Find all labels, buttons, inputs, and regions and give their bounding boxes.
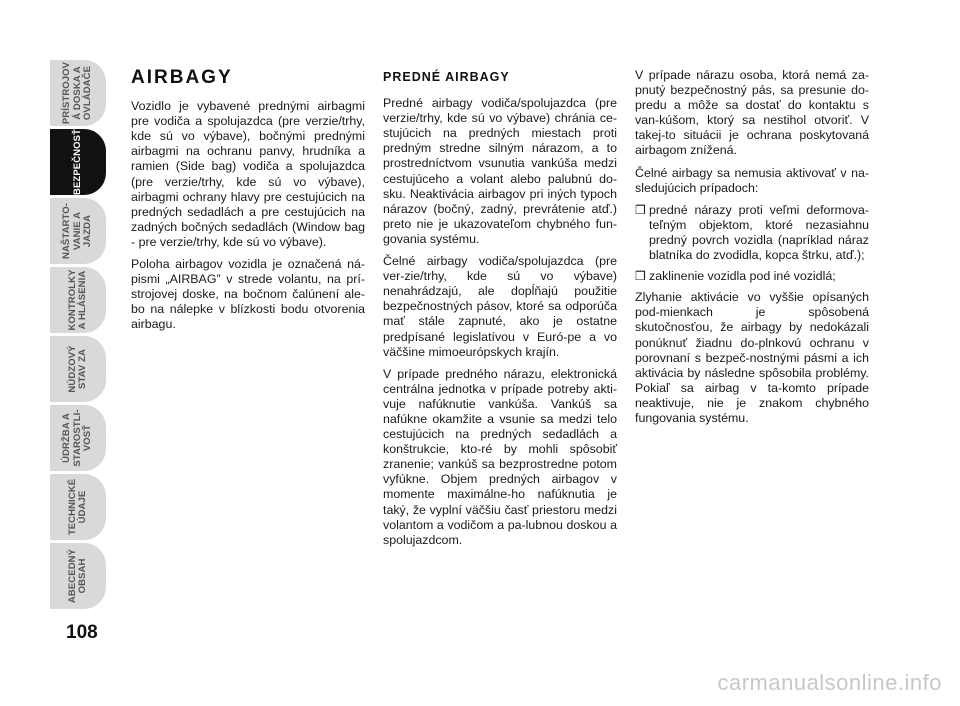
chapter-tab[interactable] — [50, 267, 106, 333]
chapter-tab-label — [50, 267, 106, 333]
chapter-tab[interactable] — [50, 405, 106, 471]
column-1 — [131, 68, 365, 340]
chapter-tab-label-line: Á DOSKA A — [71, 66, 83, 120]
column-2 — [383, 68, 617, 555]
chapter-tab-label-line: KONTROLKY — [66, 269, 78, 331]
page-number: 108 — [66, 622, 98, 643]
paragraph: Poloha airbagov vozidla je označená ná-pismi „AIRBAG” v strede volantu, na prí-strojovej doske, na bočnom čalúnení ale-bo na nálepke v blízkosti bodu otvorenia airbagu. — [131, 257, 365, 332]
watermark: carmanualsonline.info — [717, 670, 942, 695]
section-title-airbagy: AIRBAGY — [131, 67, 233, 88]
paragraph: Čelné airbagy sa nemusia aktivovať v na-sledujúcich prípadoch: — [635, 165, 869, 195]
chapter-tab-label — [50, 405, 106, 471]
chapter-tab-label-line: STAROSTLI- — [71, 409, 83, 467]
bullet-text: predné nárazy proti veľmi deformova-teľným objektom, ktoré nezasiahnu predný povrch vozidla (napríklad náraz blatníka do zvodidla, kopca štrku, atď.); — [649, 202, 869, 263]
chapter-tab-label — [50, 543, 106, 609]
chapter-tab-label-line: TECHNICKÉ — [66, 478, 78, 536]
chapter-tab-label-line: A HLÁSENIA — [77, 270, 88, 330]
chapter-tab-label — [50, 198, 106, 264]
chapter-tab[interactable] — [50, 474, 106, 540]
paragraph: Zlyhanie aktivácie vo vyššie opísaných pod-mienkach je spôsobená skutočnosťou, že airbagy by nedokázali ponúknuť žiadnu do-plnkovú ochranu v porovnaní s bezpeč-nostnými pásmi a ich aktivácia by následne spôsobila problémy. Pokiaľ sa airbag v ta-komto prípade neaktivuje, nie je znakom chybného fungovania systému. — [635, 290, 869, 425]
chapter-tab[interactable] — [50, 336, 106, 402]
chapter-tab-label-line: ABECEDNÝ — [66, 548, 78, 604]
chapter-tab-label — [50, 60, 106, 126]
chapter-tab[interactable] — [50, 129, 106, 195]
chapter-tab[interactable] — [50, 198, 106, 264]
chapter-tab-label-line: OBSAH — [77, 558, 88, 594]
chapter-tab-label-line: VOSŤ — [82, 424, 94, 452]
chapter-tab-label-line: VANIE A — [71, 211, 83, 251]
paragraph: V prípade nárazu osoba, ktorá nemá za-pnutý bezpečnostný pás, sa presunie do-predu a môže sa dostať do kontaktu s van-kúšom, ktorý sa nestihol otvoriť. V takej-to situácii je ochrana poskytovaná airbagom znížená. — [635, 68, 869, 158]
chapter-tab-label-line: STAV ZA — [77, 349, 88, 389]
chapter-tab[interactable] — [50, 543, 106, 609]
chapter-tab-label-line: PRÍSTROJOV — [61, 61, 73, 125]
chapter-tab-label — [50, 336, 106, 402]
chapter-tab-label-line: JAZDA — [82, 214, 94, 248]
chapter-tab-label-line: ÚDAJE — [77, 490, 88, 524]
chapter-tab[interactable] — [50, 60, 106, 126]
section-title-predne-airbagy: PREDNÉ AIRBAGY — [383, 70, 510, 84]
chapter-tab-label — [50, 474, 106, 540]
column-3 — [635, 68, 869, 433]
chapter-tab-label-line: OVLÁDAČE — [82, 65, 94, 121]
checkbox-bullet-icon: ❒ — [635, 269, 646, 284]
chapter-tab-label-line: NÚDZOVÝ — [66, 345, 78, 393]
bullet-text: zaklinenie vozidla pod iné vozidlá; — [649, 269, 836, 284]
chapter-tab-label — [50, 129, 106, 195]
bullet-item — [635, 203, 869, 263]
paragraph: Čelné airbagy vodiča/spolujazdca (pre ver-zie/trhy, kde sú vo výbave) nenahrádzajú, ale dopĺňajú použitie bezpečnostných pásov, ktoré sa odporúča mať stále zapnuté, ako je ostatne predpísané legislatívou v Euró-pe a vo väčšine mimoeurópskych krajín. — [383, 254, 617, 359]
paragraph: Vozidlo je vybavené prednými airbagmi pre vodiča a spolujazdca (pre verzie/trhy, kde sú vo výbave), bočnými prednými airbagmi na ochranu panvy, hrudníka a ramien (Side bag) vodiča a spolujazdca (pre verzie/trhy, kde sú vo výbave), airbagmi ochrany hlavy pre cestujúcich na predných sedadlách a pre cestujúcich na zadných bočných sedadlách (Window bag - pre verzie/trhy, kde sú vo výbave). — [131, 99, 365, 249]
checkbox-bullet-icon: ❒ — [635, 202, 646, 217]
bullet-item — [635, 269, 869, 284]
chapter-tab-label-line: NAŠTARTO- — [61, 203, 73, 259]
chapter-tab-label-line: ÚDRŽBA A — [61, 413, 73, 463]
chapter-tab-label-line: BEZPEČNOSŤ — [71, 129, 83, 195]
paragraph: V prípade predného nárazu, elektronická centrálna jednotka v prípade potreby akti-vuje nafúknutie vankúša. Vankúš sa nafúkne okamžite a vsunie sa medzi telo cestujúcich na predných sedadlách a konštrukcie, kto-ré by mohli spôsobiť zranenie; vankúš sa bezprostredne potom vyfúkne. Objem predných airbagov v momente maximálne-ho nafúknutia je taký, že vyplní väčšiu časť priestoru medzi volantom a vodičom a pa-lubnou doskou a spolujazdcom. — [383, 366, 617, 547]
paragraph: Predné airbagy vodiča/spolujazdca (pre verzie/trhy, kde sú vo výbave) chránia ce-stujúcich na predných miestach proti predným stredne silným nárazom, a to prostredníctvom vsunutia vankúša medzi cestujúceho a volant alebo palubnú do-sku. Neaktivácia airbagov pri iných typoch nárazov (bočný, zadný, prevrátenie atď.) preto nie je ukazovateľom chybného fun-govania systému. — [383, 96, 617, 246]
